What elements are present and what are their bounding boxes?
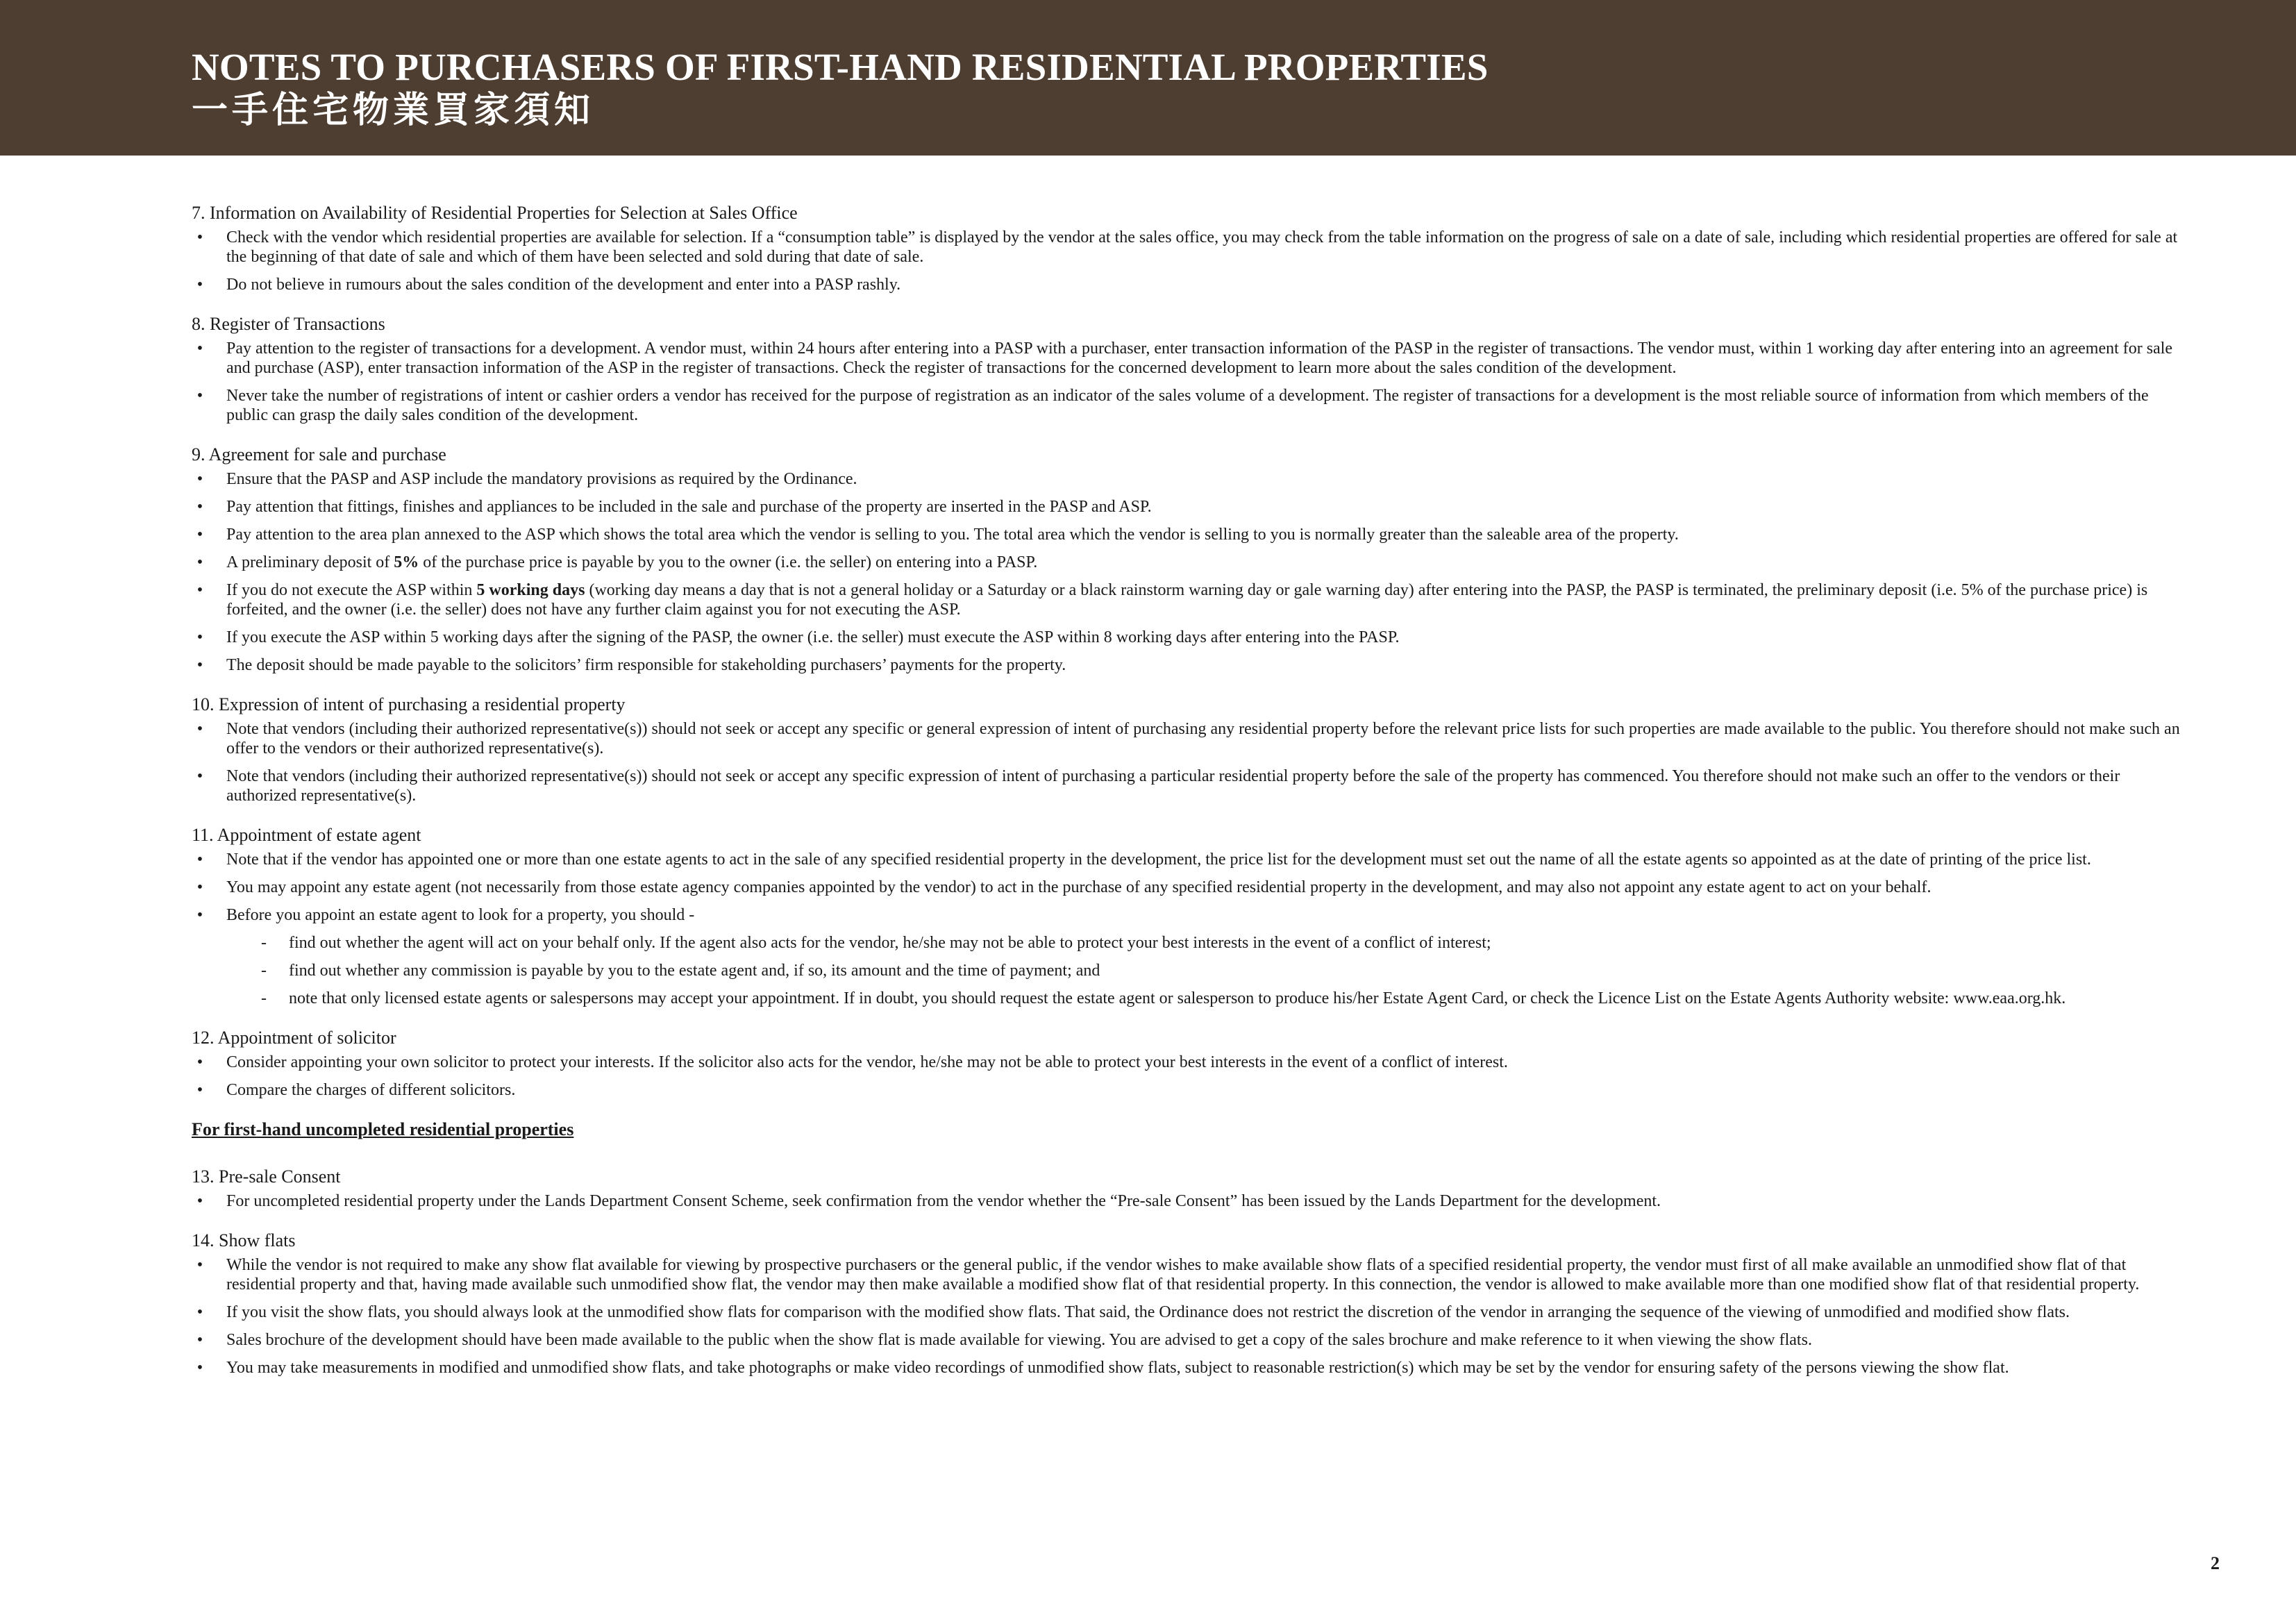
section-title: 14. Show flats: [192, 1230, 296, 1250]
bullet-icon: •: [196, 581, 203, 599]
bullet-text: Pay attention that fittings, finishes and appliances to be included in the sale and purchase of the property are inserted in the PASP and ASP.: [226, 498, 1152, 516]
bullet-text: (working day means a day that is not a general holiday or a Saturday or a black rainstorm warning day or gale warning day) after entering into the PASP, the PASP is terminated, the preliminary deposit (i.e. 5% of the purchase price) is forfeited, and the owner (i.e. the seller) does not have any further claim against you for not executing the ASP.: [226, 581, 2148, 619]
bullet-text: of the purchase price is payable by you to the owner (i.e. the seller) on entering into a PASP.: [419, 553, 1038, 571]
bullet-item: [192, 497, 2184, 517]
bullet-icon: •: [196, 1331, 203, 1349]
bullet-text: Before you appoint an estate agent to look for a property, you should -: [226, 906, 695, 924]
bullet-icon: •: [196, 628, 203, 646]
bullet-icon: •: [196, 1256, 203, 1274]
bullet-text: Pay attention to the area plan annexed to the ASP which shows the total area which the vendor is selling to you. The total area which the vendor is selling to you is normally greater than the saleable area of the property.: [226, 526, 1679, 544]
notes-section: [192, 444, 2184, 675]
bullet-text: If you execute the ASP within 5 working days after the signing of the PASP, the owner (i.e. the seller) must execute the ASP within 8 working days after entering into the PASP.: [226, 628, 1400, 646]
notes-section: [192, 203, 2184, 294]
bullet-icon: •: [196, 228, 203, 246]
page-number: 2: [2211, 1553, 2220, 1573]
sub-item: [226, 989, 2184, 1008]
bullet-text: You may appoint any estate agent (not necessarily from those estate agency companies appointed by the vendor) to act in the purchase of any specified residential property in the development, and may also not appoint any estate agent to act on your behalf.: [226, 878, 1932, 896]
bullet-icon: •: [196, 553, 203, 571]
bullet-list: [192, 850, 2184, 1008]
bullet-text: Ensure that the PASP and ASP include the mandatory provisions as required by the Ordinance.: [226, 470, 857, 488]
sub-item: [226, 961, 2184, 980]
bullet-item: [192, 1053, 2184, 1072]
bullet-text: Note that vendors (including their authorized representative(s)) should not seek or accept any specific expression of intent of purchasing a particular residential property before the sale of the property has commenced. You therefore should not make such an offer to the vendors or their authorized representative(s).: [226, 767, 2120, 805]
bullet-text: Note that if the vendor has appointed one or more than one estate agents to act in the sale of any specified residential property in the development, the price list for the development must set out the name of all the estate agents so appointed as at the date of printing of the price list.: [226, 851, 2091, 869]
bullet-icon: •: [196, 767, 203, 785]
bullet-text: Pay attention to the register of transactions for a development. A vendor must, within 24 hours after entering into a PASP with a purchaser, enter transaction information of the PASP in the register of transactions. The vendor must, within 1 working day after entering into an agreement for sale and purchase (ASP), enter transaction information of the ASP in the register of transactions. Check the register of transactions for the concerned development to learn more about the sales condition of the development.: [226, 340, 2173, 377]
bullet-icon: •: [196, 276, 203, 294]
bullet-item: [192, 1303, 2184, 1322]
bullet-list: [192, 228, 2184, 294]
bullet-text: A preliminary deposit of: [226, 553, 394, 571]
sub-item: [226, 933, 2184, 953]
bullet-text: Do not believe in rumours about the sales condition of the development and enter into a PASP rashly.: [226, 276, 901, 294]
bullet-text: If you visit the show flats, you should always look at the unmodified show flats for comparison with the modified show flats. That said, the Ordinance does not restrict the discretion of the vendor in arranging the sequence of the viewing of unmodified and modified show flats.: [226, 1303, 2070, 1321]
notes-content: [192, 203, 2184, 1397]
bullet-item: [192, 628, 2184, 647]
section-title: 7. Information on Availability of Residential Properties for Selection at Sales Office: [192, 203, 798, 223]
sub-item-text: find out whether any commission is payable by you to the estate agent and, if so, its amount and the time of payment; and: [289, 962, 1100, 980]
bullet-item: [192, 580, 2184, 619]
bullet-text: You may take measurements in modified and unmodified show flats, and take photographs or make video recordings of unmodified show flats, subject to reasonable restriction(s) which may be set by the vendor for ensuring safety of the persons viewing the show flat.: [226, 1359, 2009, 1377]
notes-section: [192, 314, 2184, 425]
bullet-icon: •: [196, 470, 203, 488]
bullet-icon: •: [196, 387, 203, 405]
section-title: 9. Agreement for sale and purchase: [192, 444, 446, 464]
bullet-item: [192, 525, 2184, 544]
bullet-icon: •: [196, 1192, 203, 1210]
bullet-list: [192, 1053, 2184, 1100]
notes-section: [192, 1028, 2184, 1100]
bullet-text: Sales brochure of the development should have been made available to the public when the show flat is made available for viewing. You are advised to get a copy of the sales brochure and make reference to it when viewing the show flats.: [226, 1331, 1812, 1349]
sub-item-text: note that only licensed estate agents or salespersons may accept your appointment. If in doubt, you should request the estate agent or salesperson to produce his/her Estate Agent Card, or check the Licence List on the Estate Agents Authority website: www.eaa.org.hk.: [289, 989, 2066, 1007]
section-title: 12. Appointment of solicitor: [192, 1028, 396, 1048]
notes-section: [192, 694, 2184, 805]
bullet-item: [192, 767, 2184, 805]
bullet-item: [192, 655, 2184, 675]
bullet-text: Check with the vendor which residential properties are available for selection. If a “consumption table” is displayed by the vendor at the sales office, you may check from the table information on the progress of sale on a date of sale, including which residential properties are offered for sale at the beginning of that date of sale and which of them have been selected and sold during that date of sale.: [226, 228, 2178, 266]
bullet-list: [192, 339, 2184, 425]
notes-section: [192, 1230, 2184, 1378]
page-title-zh: 一手住宅物業買家須知: [192, 89, 595, 131]
bullet-text: Never take the number of registrations of intent or cashier orders a vendor has received for the purpose of registration as an indicator of the sales volume of a development. The register of transactions for a development is the most reliable source of information from which members of the public can grasp the daily sales condition of the development.: [226, 387, 2149, 424]
bullet-icon: •: [196, 906, 203, 924]
bullet-icon: •: [196, 878, 203, 896]
bullet-list: [192, 719, 2184, 805]
section-title: 8. Register of Transactions: [192, 314, 385, 334]
notes-section: [192, 825, 2184, 1008]
dash-icon: -: [261, 962, 267, 980]
bullet-item: [192, 1358, 2184, 1378]
bullet-icon: •: [196, 526, 203, 544]
dash-icon: -: [261, 989, 267, 1007]
bullet-item: [192, 553, 2184, 572]
bullet-icon: •: [196, 656, 203, 674]
bullet-icon: •: [196, 1359, 203, 1377]
bullet-icon: •: [196, 1081, 203, 1099]
notes-section: [192, 1166, 2184, 1211]
page-title-en: NOTES TO PURCHASERS OF FIRST-HAND RESIDENTIAL PROPERTIES: [192, 46, 1489, 88]
bullet-item: [192, 1330, 2184, 1350]
bullet-icon: •: [196, 1053, 203, 1071]
bullet-item: [192, 339, 2184, 378]
bullet-text: Note that vendors (including their authorized representative(s)) should not seek or accept any specific or general expression of intent of purchasing any residential property before the relevant price lists for such properties are made available to the public. You therefore should not make such an offer to the vendors or their authorized representative(s).: [226, 720, 2180, 757]
bullet-item: [192, 905, 2184, 1008]
bullet-icon: •: [196, 851, 203, 869]
uncompleted-properties-heading: For first-hand uncompleted residential properties: [192, 1119, 574, 1139]
section-title: 11. Appointment of estate agent: [192, 825, 421, 845]
bullet-text: Consider appointing your own solicitor to protect your interests. If the solicitor also acts for the vendor, he/she may not be able to protect your best interests in the event of a conflict of interest.: [226, 1053, 1508, 1071]
header-banner: [0, 0, 2296, 156]
bullet-text: For uncompleted residential property under the Lands Department Consent Scheme, seek confirmation from the vendor whether the “Pre-sale Consent” has been issued by the Lands Department for the development.: [226, 1192, 1661, 1210]
bullet-item: [192, 850, 2184, 869]
bullet-icon: •: [196, 340, 203, 358]
bullet-icon: •: [196, 498, 203, 516]
sub-list: [226, 933, 2184, 1008]
bullet-icon: •: [196, 1303, 203, 1321]
bullet-item: [192, 228, 2184, 267]
bullet-item: [192, 275, 2184, 294]
bullet-item: [192, 1191, 2184, 1211]
notes-group-general: [192, 203, 2184, 1100]
bullet-text-bold: 5 working days: [476, 581, 585, 599]
bullet-list: [192, 1255, 2184, 1378]
bullet-icon: •: [196, 720, 203, 738]
bullet-text: The deposit should be made payable to the solicitors’ firm responsible for stakeholding purchasers’ payments for the property.: [226, 656, 1066, 674]
bullet-list: [192, 1191, 2184, 1211]
sub-item-text: find out whether the agent will act on your behalf only. If the agent also acts for the vendor, he/she may not be able to protect your best interests in the event of a conflict of interest;: [289, 934, 1491, 952]
bullet-item: [192, 1255, 2184, 1294]
bullet-item: [192, 1080, 2184, 1100]
bullet-list: [192, 469, 2184, 675]
bullet-item: [192, 878, 2184, 897]
bullet-text: While the vendor is not required to make any show flat available for viewing by prospective purchasers or the general public, if the vendor wishes to make available show flats of a specified residential property, the vendor must first of all make available an unmodified show flat of that residential property and that, having made available such unmodified show flat, the vendor may then make available a modified show flat of that residential property. In this connection, the vendor is allowed to make available more than one modified show flat of that residential property.: [226, 1256, 2140, 1294]
section-title: 13. Pre-sale Consent: [192, 1166, 341, 1187]
bullet-item: [192, 469, 2184, 489]
notes-group-uncompleted: [192, 1166, 2184, 1378]
bullet-text-bold: 5%: [394, 553, 419, 571]
bullet-text: If you do not execute the ASP within: [226, 581, 477, 599]
section-title: 10. Expression of intent of purchasing a residential property: [192, 694, 626, 714]
bullet-text: Compare the charges of different solicitors.: [226, 1081, 516, 1099]
bullet-item: [192, 386, 2184, 425]
dash-icon: -: [261, 934, 267, 952]
bullet-item: [192, 719, 2184, 758]
